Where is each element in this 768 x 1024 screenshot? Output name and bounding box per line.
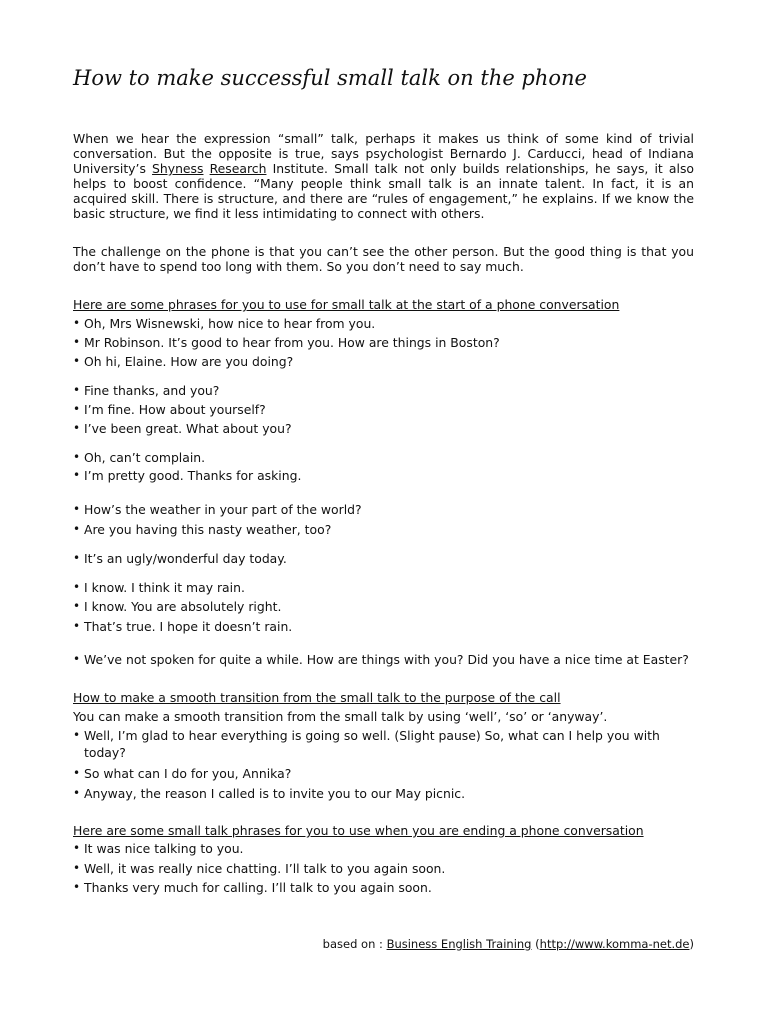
list-item: • Thanks very much for calling. I’ll talk to you again soon. xyxy=(73,880,432,895)
bullet-icon: • xyxy=(73,522,81,536)
list-item: • I’m fine. How about yourself? xyxy=(73,402,266,417)
research-link[interactable]: Research xyxy=(209,161,267,176)
bullet-icon: • xyxy=(73,880,81,894)
list-item: • Oh hi, Elaine. How are you doing? xyxy=(73,354,294,369)
intro-text: When we hear the expression “small” talk, perhaps it makes us think of some kind of trivial conversation. But the opposite is true, says psychologist Bernardo J. Carducci, head of Indiana University’s xyxy=(73,131,694,176)
list-item: • It was nice talking to you. xyxy=(73,841,244,856)
list-item: • Fine thanks, and you? xyxy=(73,383,220,398)
section-heading-ending: Here are some small talk phrases for you to use when you are ending a phone conversation xyxy=(73,823,644,838)
intro-text-continued: Institute. Small talk not only builds relationships, he says, it also helps to boost confidence. “Many people think small talk is an innate talent. In fact, it is an acquired skill. There is structure, and there are “rules of engagement,” he explains. If we know the basic structure, we find it less intimidating to connect with others. xyxy=(73,161,694,221)
list-item: • Well, I’m glad to hear everything is going so well. (Slight pause) So, what can I help you with today? xyxy=(73,728,660,760)
list-item: • I’ve been great. What about you? xyxy=(73,421,292,436)
bullet-icon: • xyxy=(73,383,81,397)
list-item: • That’s true. I hope it doesn’t rain. xyxy=(73,619,293,634)
bullet-icon: • xyxy=(73,402,81,416)
intro-paragraph-2: The challenge on the phone is that you can’t see the other person. But the good thing is that you don’t have to spend too long with them. So you don’t need to say much. xyxy=(73,244,694,274)
list-item: • Oh, can’t complain. xyxy=(73,450,206,465)
bullet-icon: • xyxy=(73,450,81,464)
list-item: • Well, it was really nice chatting. I’ll talk to you again soon. xyxy=(73,861,446,876)
list-item: • I know. You are absolutely right. xyxy=(73,599,282,614)
bullet-icon: • xyxy=(73,580,81,594)
bullet-icon: • xyxy=(73,551,81,565)
shyness-link[interactable]: Shyness xyxy=(152,161,204,176)
bullet-icon: • xyxy=(73,502,81,516)
list-item: • We’ve not spoken for quite a while. How are things with you? Did you have a nice time at Easter? xyxy=(73,652,689,667)
intro-paragraph-1 xyxy=(73,131,694,221)
bullet-icon: • xyxy=(73,619,81,633)
bullet-icon: • xyxy=(73,335,81,349)
bullet-icon: • xyxy=(73,652,81,666)
list-item: • I know. I think it may rain. xyxy=(73,580,245,595)
bullet-icon: • xyxy=(73,421,81,435)
bullet-icon: • xyxy=(73,766,81,780)
bullet-icon: • xyxy=(73,861,81,875)
bullet-icon: • xyxy=(73,599,81,613)
bullet-icon: • xyxy=(73,354,81,368)
list-item: • How’s the weather in your part of the world? xyxy=(73,502,362,517)
section-heading-transition: How to make a smooth transition from the small talk to the purpose of the call xyxy=(73,690,561,705)
list-item: • So what can I do for you, Annika? xyxy=(73,766,292,781)
list-item: • It’s an ugly/wonderful day today. xyxy=(73,551,287,566)
document-title: How to make successful small talk on the phone xyxy=(73,66,587,90)
list-item: • Are you having this nasty weather, too? xyxy=(73,522,332,537)
business-english-training-link[interactable]: Business English Training xyxy=(386,937,532,951)
list-item: • Oh, Mrs Wisnewski, how nice to hear from you. xyxy=(73,316,376,331)
list-item: • Anyway, the reason I called is to invite you to our May picnic. xyxy=(73,786,466,801)
bullet-icon: • xyxy=(73,728,81,742)
bullet-icon: • xyxy=(73,786,81,800)
list-item: • Mr Robinson. It’s good to hear from you. How are things in Boston? xyxy=(73,335,500,350)
bullet-icon: • xyxy=(73,841,81,855)
source-credit: based on : Business English Training (http://www.komma-net.de) xyxy=(322,937,694,951)
transition-intro: You can make a smooth transition from the small talk by using ‘well’, ‘so’ or ‘anyway’. xyxy=(73,709,608,724)
komma-net-url-link[interactable]: http://www.komma-net.de xyxy=(539,937,690,951)
list-item: • I’m pretty good. Thanks for asking. xyxy=(73,468,302,483)
bullet-icon: • xyxy=(73,468,81,482)
section-heading-start: Here are some phrases for you to use for small talk at the start of a phone conversation xyxy=(73,297,620,312)
bullet-icon: • xyxy=(73,316,81,330)
